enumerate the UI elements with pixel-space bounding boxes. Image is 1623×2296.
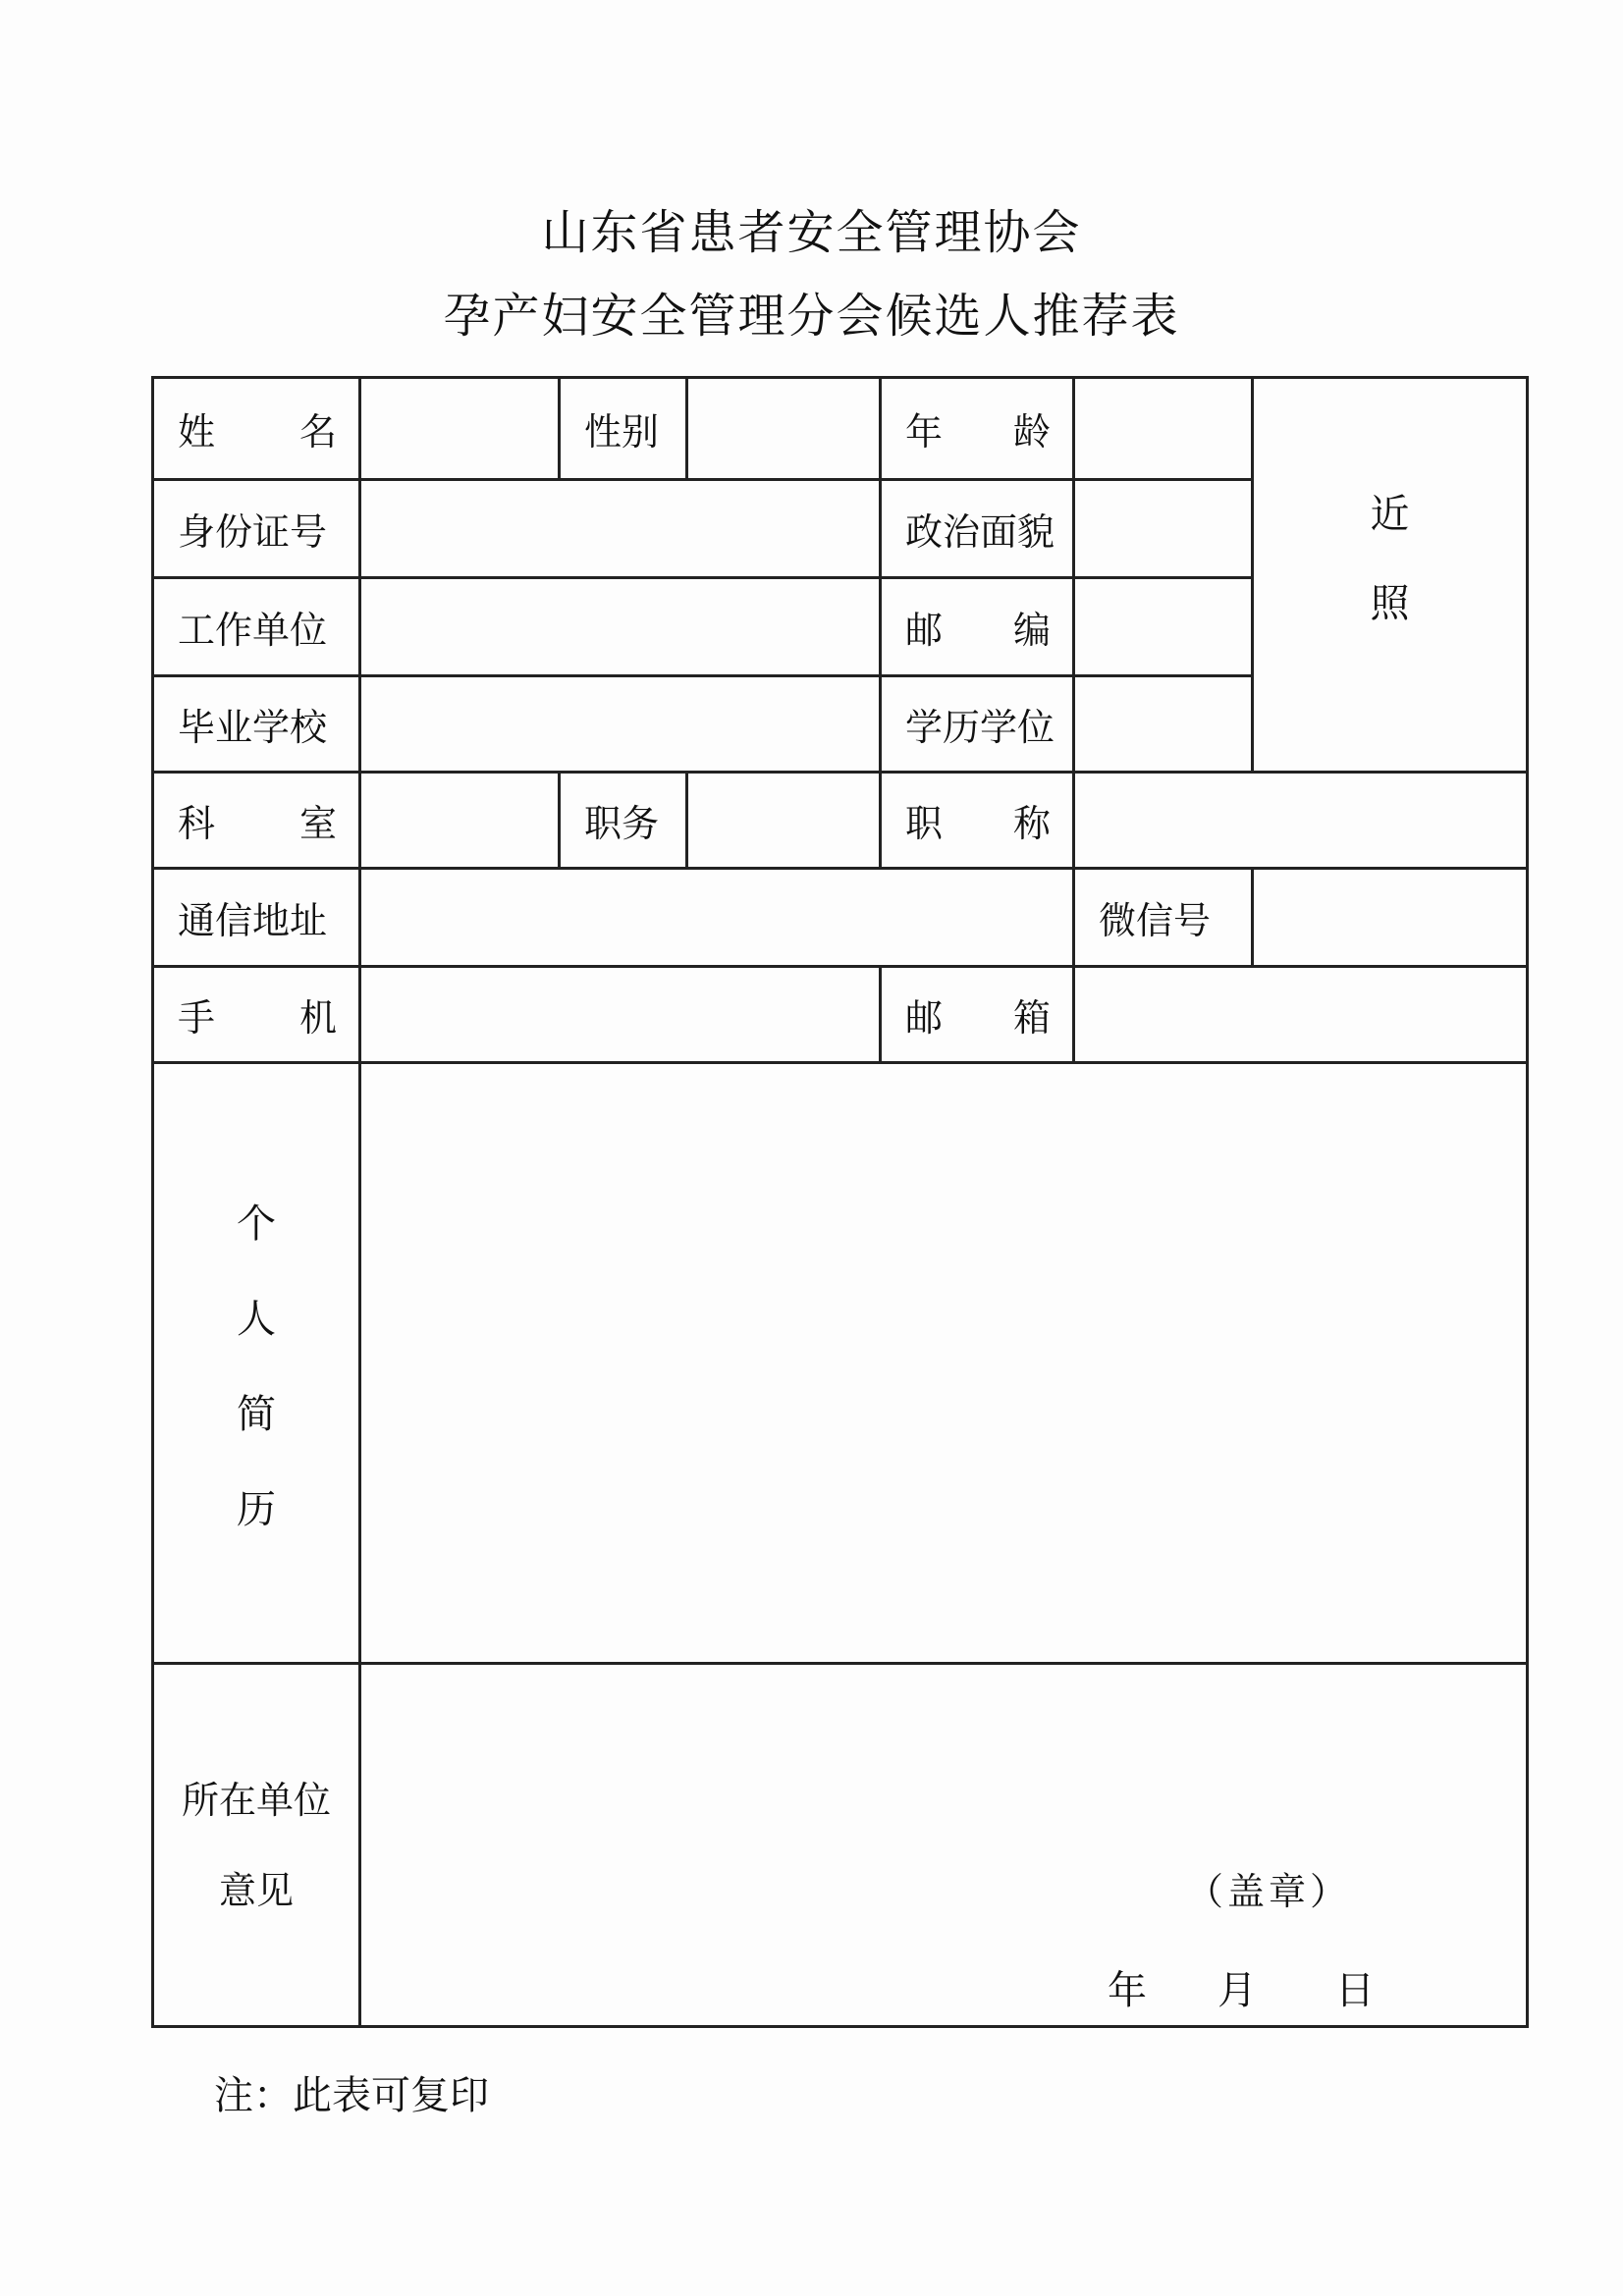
label-name: 姓 名 [153, 378, 360, 480]
label-political-status: 政治面貌 [881, 480, 1074, 578]
label-title: 职 称 [881, 773, 1074, 869]
photo-label-2: 照 [1370, 580, 1410, 626]
label-education: 学历学位 [881, 676, 1074, 773]
field-email[interactable] [1074, 967, 1528, 1063]
label-phone: 手 机 [153, 967, 360, 1063]
label-age: 年 龄 [881, 378, 1074, 480]
field-title[interactable] [1074, 773, 1528, 869]
field-postcode[interactable] [1074, 578, 1253, 676]
label-address: 通信地址 [153, 869, 360, 967]
field-unit-opinion[interactable] [360, 1664, 1528, 2027]
label-position: 职务 [560, 773, 687, 869]
form-title-line1: 山东省患者安全管理协会 [541, 205, 1082, 260]
field-address[interactable] [360, 869, 1074, 967]
label-school: 毕业学校 [153, 676, 360, 773]
stamp-label: （盖章） [1186, 1870, 1352, 1913]
label-unit-opinion: 所在单位 意见 [153, 1664, 360, 2027]
label-id-number: 身份证号 [153, 480, 360, 578]
form-title-line2: 孕产妇安全管理分会候选人推荐表 [443, 289, 1180, 344]
date-month-label: 月 [1217, 1968, 1257, 2013]
field-phone[interactable] [360, 967, 881, 1063]
recommendation-form-table [151, 376, 1529, 2028]
date-line [1108, 1959, 1375, 2015]
label-work-unit: 工作单位 [153, 578, 360, 676]
field-resume[interactable] [360, 1063, 1528, 1664]
photo-box[interactable] [1253, 378, 1528, 773]
field-political-status[interactable] [1074, 480, 1253, 578]
field-id-number[interactable] [360, 480, 881, 578]
field-wechat[interactable] [1253, 869, 1528, 967]
field-department[interactable] [360, 773, 560, 869]
photo-label-1: 近 [1370, 491, 1410, 537]
date-year-label: 年 [1108, 1968, 1147, 2013]
label-department: 科 室 [153, 773, 360, 869]
field-school[interactable] [360, 676, 881, 773]
field-position[interactable] [687, 773, 881, 869]
field-education[interactable] [1074, 676, 1253, 773]
label-resume: 个 人 简 历 [153, 1063, 360, 1664]
field-work-unit[interactable] [360, 578, 881, 676]
footnote: 注：此表可复印 [214, 2073, 489, 2118]
field-gender[interactable] [687, 378, 881, 480]
field-name[interactable] [360, 378, 560, 480]
label-wechat: 微信号 [1074, 869, 1253, 967]
label-postcode: 邮 编 [881, 578, 1074, 676]
label-gender: 性别 [560, 378, 687, 480]
field-age[interactable] [1074, 378, 1253, 480]
label-email: 邮 箱 [881, 967, 1074, 1063]
date-day-label: 日 [1335, 1968, 1375, 2013]
